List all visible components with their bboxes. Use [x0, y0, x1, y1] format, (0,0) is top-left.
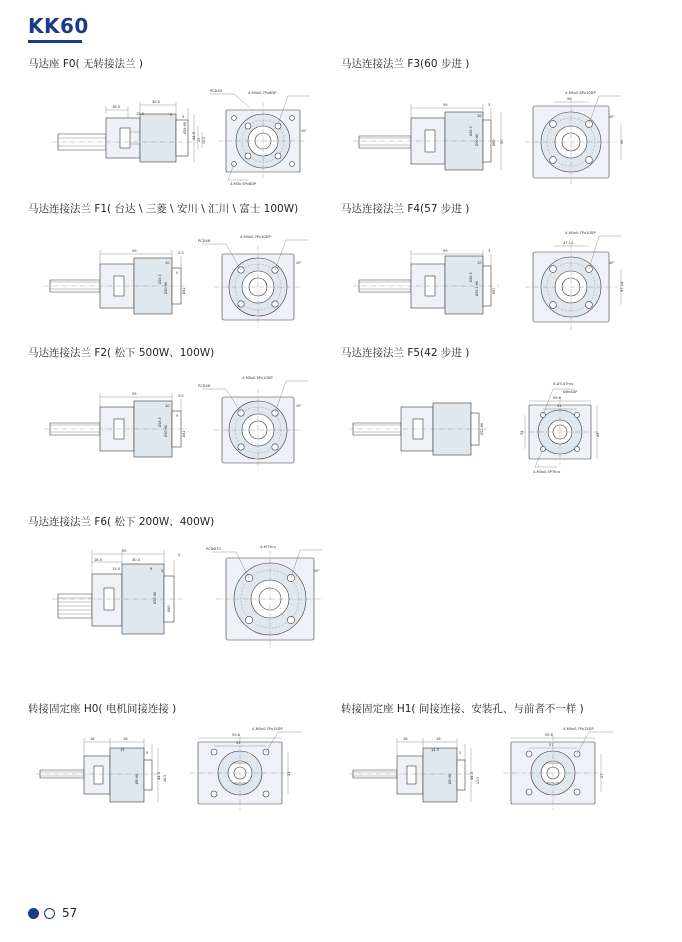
svg-text:Ø42: Ø42 [182, 287, 186, 295]
svg-text:18: 18 [90, 737, 95, 742]
svg-text:45°: 45° [296, 404, 302, 409]
svg-text:16: 16 [436, 737, 441, 742]
figure-block-f5 [341, 342, 654, 481]
svg-text:5: 5 [459, 751, 462, 756]
svg-text:9: 9 [176, 271, 179, 276]
figure-block-h1 [341, 698, 654, 819]
svg-text:5: 5 [161, 568, 164, 573]
figure-block-f4 [341, 198, 654, 337]
svg-text:PCDØ70: PCDØ70 [206, 546, 221, 551]
footer-dot-outline [44, 908, 55, 919]
figure-title-h0: 转接固定座 H0( 电机间接连接 ) [28, 702, 177, 715]
figure-drawing-f0 [28, 74, 341, 192]
svg-text:10: 10 [165, 404, 170, 409]
svg-text:45°: 45° [301, 128, 307, 133]
svg-text:Ø60: Ø60 [492, 139, 496, 146]
svg-text:30.5: 30.5 [132, 557, 141, 562]
svg-text:15.5: 15.5 [136, 111, 145, 116]
figure-block-h0 [28, 698, 341, 819]
figure-block-f6 [28, 511, 654, 654]
svg-text:Ø28 H8: Ø28 H8 [183, 121, 187, 134]
svg-text:4-M4x0.7Px15DP: 4-M4x0.7Px15DP [252, 727, 283, 732]
page-title: KK60 [28, 14, 89, 38]
figure-block-f1 [28, 198, 341, 337]
svg-text:4: 4 [178, 552, 181, 557]
svg-text:Ø28.5: Ø28.5 [469, 126, 473, 136]
svg-text:59: 59 [122, 548, 127, 553]
svg-text:31: 31 [520, 430, 524, 436]
svg-text:18.5: 18.5 [112, 104, 121, 109]
svg-text:31: 31 [557, 404, 562, 409]
svg-text:27: 27 [600, 773, 604, 779]
svg-text:13.5: 13.5 [476, 777, 480, 785]
svg-text:4-M3x0.5Px10DP: 4-M3x0.5Px10DP [242, 376, 273, 381]
svg-text:30.5: 30.5 [152, 99, 161, 104]
svg-text:44.5: 44.5 [470, 772, 474, 781]
figure-title-f2: 马达连接法兰 F2( 松下 500W、100W) [28, 347, 215, 360]
figure-title-f5: 马达连接法兰 F5(42 步进 ) [341, 347, 470, 360]
figure-title-f1: 马达连接法兰 F1( 台达 \ 三菱 \ 安川 \ 汇川 \ 富士 100W) [28, 202, 299, 215]
svg-text:Ø8 H8: Ø8 H8 [135, 774, 139, 785]
svg-text:10: 10 [165, 261, 170, 266]
svg-text:4-M Thru: 4-M Thru [260, 544, 277, 549]
svg-text:45°: 45° [609, 261, 615, 266]
svg-text:18: 18 [403, 737, 408, 742]
svg-text:27: 27 [549, 743, 554, 748]
figure-drawing-f5 [341, 363, 654, 481]
svg-text:45°: 45° [314, 568, 320, 573]
svg-text:4-M3x0.5PThru: 4-M3x0.5PThru [533, 470, 561, 475]
figure-drawing-f2 [28, 363, 341, 481]
svg-text:4-M3x.5Px8DP: 4-M3x.5Px8DP [230, 181, 257, 186]
svg-text:Ø42: Ø42 [182, 430, 186, 438]
figure-block-f2 [28, 342, 341, 481]
svg-text:59.6: 59.6 [553, 396, 562, 401]
svg-text:5: 5 [146, 751, 149, 756]
svg-text:4-Ø3.4Thru: 4-Ø3.4Thru [553, 382, 574, 387]
svg-text:44.5: 44.5 [192, 131, 196, 140]
svg-text:10: 10 [477, 113, 482, 118]
svg-text:16.5: 16.5 [163, 775, 167, 783]
svg-text:9: 9 [150, 566, 153, 571]
figure-title-f6: 马达连接法兰 F6( 松下 200W、400W) [28, 516, 215, 529]
figure-drawing-f6 [28, 532, 654, 654]
svg-text:PCD40: PCD40 [210, 88, 223, 93]
figure-title-h1: 转接固定座 H1( 间接连接、安装孔、与前者不一样 ) [341, 702, 584, 715]
figure-block-f3 [341, 53, 654, 192]
svg-text:50: 50 [500, 139, 504, 144]
svg-text:23: 23 [197, 137, 201, 142]
svg-text:4-M4x0.7Px10DP: 4-M4x0.7Px10DP [240, 235, 271, 240]
svg-text:43: 43 [596, 432, 600, 438]
svg-text:PCD46: PCD46 [198, 384, 211, 389]
svg-text:9: 9 [176, 414, 179, 419]
svg-text:3: 3 [488, 249, 491, 254]
svg-text:Ø30 H8: Ø30 H8 [164, 282, 168, 295]
svg-text:4-M4x0.7Px10DP: 4-M4x0.7Px10DP [565, 231, 596, 236]
figure-drawing-f4 [341, 218, 654, 336]
svg-text:4-M5x0.8Px10DP: 4-M5x0.8Px10DP [565, 90, 596, 95]
svg-text:47.14: 47.14 [563, 241, 574, 246]
svg-text:3.5: 3.5 [178, 394, 184, 399]
svg-text:Ø38.1 H8: Ø38.1 H8 [475, 281, 479, 297]
svg-text:4-M4x0.7Px15DP: 4-M4x0.7Px15DP [563, 727, 594, 732]
svg-text:59: 59 [132, 392, 137, 397]
svg-text:Ø8 H8: Ø8 H8 [448, 774, 452, 785]
svg-text:PCD46: PCD46 [198, 239, 211, 244]
svg-text:15.5: 15.5 [112, 566, 121, 571]
svg-text:10: 10 [477, 261, 482, 266]
footer-dot-filled [28, 908, 39, 919]
svg-text:59.6: 59.6 [232, 733, 241, 738]
figure-drawing-f3 [341, 74, 654, 192]
svg-text:5: 5 [182, 114, 185, 119]
svg-text:18.5: 18.5 [94, 557, 103, 562]
page-number: 57 [62, 906, 78, 920]
svg-text:Ø57: Ø57 [492, 287, 496, 295]
figure-drawing-h0 [28, 718, 341, 818]
svg-text:59: 59 [443, 102, 448, 107]
svg-text:44.5: 44.5 [157, 772, 161, 781]
svg-text:15: 15 [120, 748, 125, 753]
figure-title-f3: 马达连接法兰 F3(60 步进 ) [341, 58, 470, 70]
figure-drawing-f1 [28, 218, 341, 336]
svg-text:53: 53 [236, 741, 241, 746]
svg-text:33: 33 [287, 771, 291, 777]
title-underline [28, 40, 82, 43]
svg-text:Ø22 H8: Ø22 H8 [480, 423, 484, 436]
svg-text:9: 9 [170, 112, 173, 117]
svg-text:Ø30 H8: Ø30 H8 [153, 591, 157, 604]
svg-text:14.5: 14.5 [431, 748, 440, 753]
page-footer [28, 906, 77, 920]
svg-text:Ø6x4DP: Ø6x4DP [563, 390, 578, 395]
svg-text:3: 3 [488, 102, 491, 107]
svg-text:Ø28.5: Ø28.5 [158, 417, 162, 428]
svg-text:3.5: 3.5 [178, 251, 184, 256]
svg-text:Ø30 H8: Ø30 H8 [475, 133, 479, 146]
svg-text:45°: 45° [296, 261, 302, 266]
svg-text:Ø30 H8: Ø30 H8 [164, 425, 168, 438]
svg-text:Ø28.5: Ø28.5 [158, 274, 162, 285]
figure-drawing-h1 [341, 718, 654, 818]
svg-text:59.6: 59.6 [545, 733, 554, 738]
svg-text:Ø28.5: Ø28.5 [469, 272, 473, 283]
svg-text:45°: 45° [609, 114, 615, 119]
figure-grid [28, 53, 654, 824]
figure-block-f0 [28, 53, 341, 192]
svg-text:4-M4x0.7Px8DP: 4-M4x0.7Px8DP [248, 90, 277, 95]
svg-text:47.14: 47.14 [620, 282, 624, 293]
svg-text:10.5: 10.5 [202, 136, 206, 144]
figure-title-f4: 马达连接法兰 F4(57 步进 ) [341, 202, 470, 215]
svg-text:59: 59 [443, 249, 448, 254]
svg-text:59: 59 [132, 249, 137, 254]
svg-text:Ø60: Ø60 [167, 605, 171, 612]
svg-text:16: 16 [123, 737, 128, 742]
svg-text:50: 50 [567, 96, 572, 101]
figure-title-f0: 马达座 F0( 无转接法兰 ) [28, 58, 143, 70]
svg-text:50: 50 [620, 139, 624, 144]
